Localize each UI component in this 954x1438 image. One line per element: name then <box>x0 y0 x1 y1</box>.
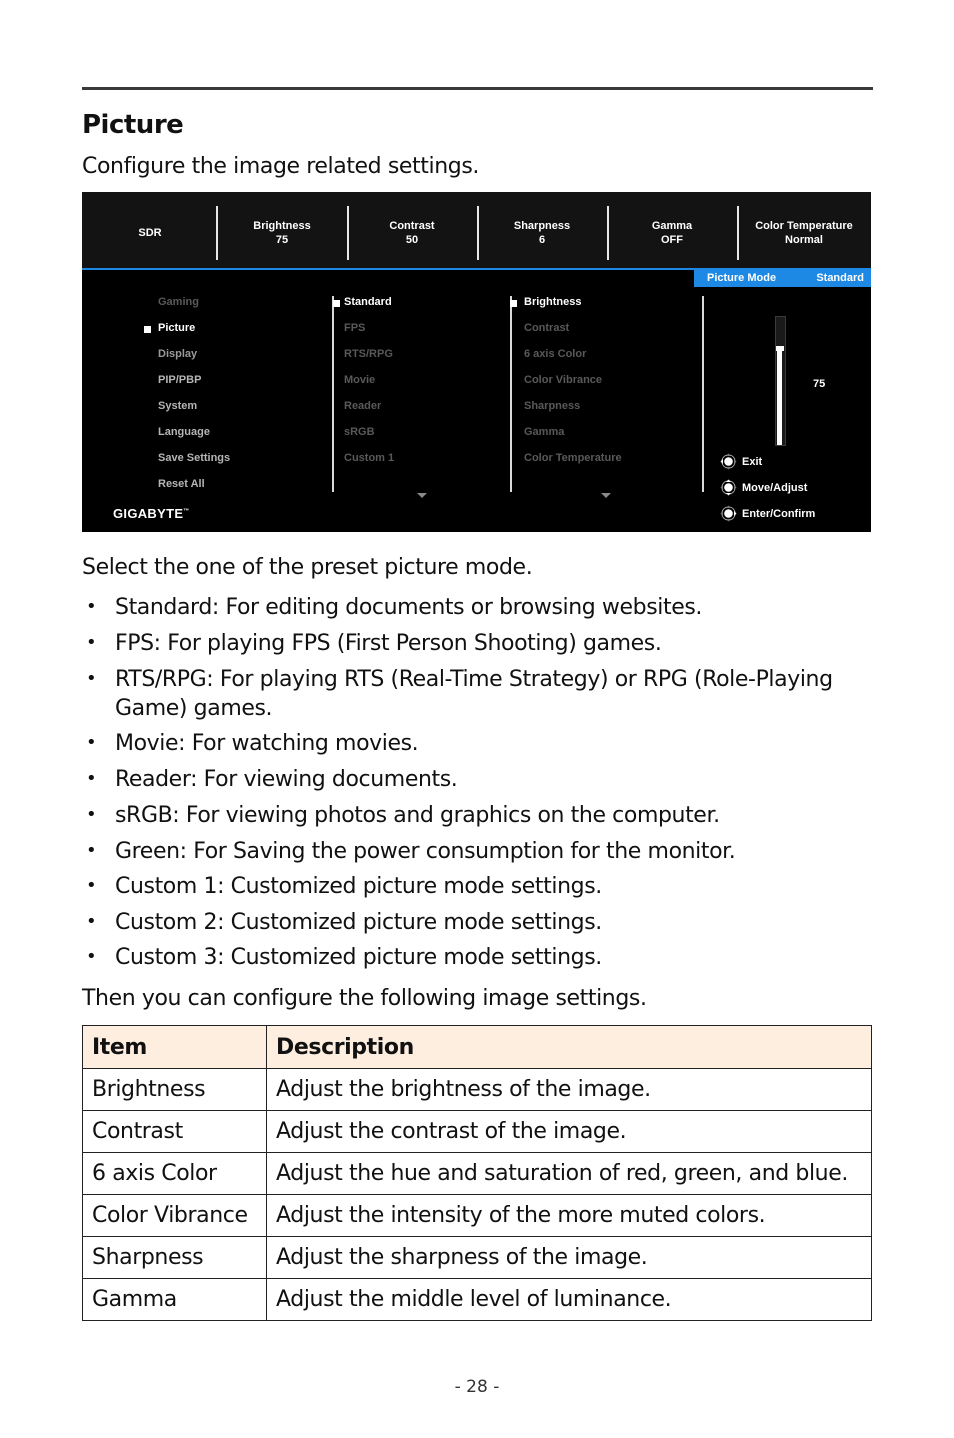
menu-item-gaming[interactable]: Gaming <box>158 296 199 308</box>
page-number: - 28 - <box>454 1377 500 1397</box>
menu-item-reset-all[interactable]: Reset All <box>158 478 205 490</box>
table-cell-description: Adjust the sharpness of the image. <box>267 1237 872 1279</box>
selected-marker <box>510 300 517 307</box>
list-item: RTS/RPG: For playing RTS (Real-Time Strategy) or RPG (Role-Playing Game) games. <box>115 667 833 721</box>
mode-item-movie[interactable]: Movie <box>344 374 376 386</box>
osd-status-color-temperature <box>744 206 864 260</box>
logo-trademark: ™ <box>183 508 190 515</box>
table-cell-description: Adjust the brightness of the image. <box>267 1069 872 1111</box>
selected-marker <box>333 300 340 307</box>
mode-item-rts-rpg[interactable]: RTS/RPG <box>344 348 393 360</box>
osd-screenshot <box>82 192 871 532</box>
section-title: Picture <box>82 110 184 140</box>
setting-item-gamma[interactable]: Gamma <box>524 426 565 438</box>
menu-item-language[interactable]: Language <box>158 426 210 438</box>
osd-status-value: 75 <box>275 234 289 246</box>
list-item: Standard: For editing documents or browsing websites. <box>115 595 703 620</box>
table-cell-description: Adjust the intensity of the more muted colors. <box>267 1195 872 1237</box>
top-rule <box>82 87 873 90</box>
list-item: sRGB: For viewing photos and graphics on the computer. <box>115 803 720 828</box>
bullet-dot: • <box>86 911 97 932</box>
osd-status-sharpness <box>492 206 592 260</box>
picture-mode-value: Standard <box>816 272 864 284</box>
osd-status-label: SDR <box>138 227 162 239</box>
table-header-row <box>83 1026 872 1069</box>
osd-status-value: 6 <box>538 234 546 246</box>
bullet-dot: • <box>86 840 97 861</box>
bullet-dot: • <box>86 946 97 967</box>
osd-status-divider <box>477 206 479 260</box>
hint-move-adjust-label: Move/Adjust <box>742 481 808 494</box>
table-row <box>83 1279 872 1321</box>
setting-item-6-axis-color[interactable]: 6 axis Color <box>524 348 587 360</box>
table-row <box>83 1153 872 1195</box>
osd-status-divider <box>607 206 609 260</box>
hint-exit-label: Exit <box>742 455 763 468</box>
joystick-press-icon <box>720 505 737 522</box>
hint-enter-confirm-label: Enter/Confirm <box>742 507 816 520</box>
bullet-dot: • <box>86 875 97 896</box>
setting-item-color-temperature[interactable]: Color Temperature <box>524 452 622 464</box>
table-row <box>83 1237 872 1279</box>
configure-settings-text: Then you can configure the following image settings. <box>82 986 647 1011</box>
osd-status-value: Normal <box>785 234 823 246</box>
gigabyte-logo <box>113 506 190 521</box>
table-row <box>83 1111 872 1153</box>
intro-text: Configure the image related settings. <box>82 154 479 179</box>
osd-status-label: Gamma <box>651 220 693 232</box>
osd-status-divider <box>737 206 739 260</box>
menu-item-picture[interactable]: Picture <box>158 322 196 334</box>
list-item: Green: For Saving the power consumption for the monitor. <box>115 839 736 864</box>
bullet-dot: • <box>86 596 97 617</box>
table-cell-item: Brightness <box>83 1069 267 1111</box>
osd-status-brightness <box>232 206 332 260</box>
joystick-updown-icon <box>720 479 737 496</box>
osd-status-value: 50 <box>405 234 419 246</box>
osd-status-label: Contrast <box>389 220 435 232</box>
setting-item-contrast[interactable]: Contrast <box>524 322 570 334</box>
table-header-item: Item <box>83 1026 267 1069</box>
table-cell-description: Adjust the middle level of luminance. <box>267 1279 872 1321</box>
bullet-dot: • <box>86 632 97 653</box>
setting-item-color-vibrance[interactable]: Color Vibrance <box>524 374 603 386</box>
osd-status-divider <box>347 206 349 260</box>
table-row <box>83 1195 872 1237</box>
bullet-dot: • <box>86 768 97 789</box>
scroll-down-icon[interactable] <box>417 493 427 498</box>
picture-mode-label: Picture Mode <box>707 272 777 284</box>
hint-move-adjust <box>720 479 807 496</box>
menu-item-display[interactable]: Display <box>158 348 198 360</box>
table-header-description: Description <box>267 1026 872 1069</box>
list-item: Custom 2: Customized picture mode settings. <box>115 910 602 935</box>
list-item: Custom 1: Customized picture mode settings. <box>115 874 602 899</box>
mode-item-custom-1[interactable]: Custom 1 <box>344 452 395 464</box>
settings-table <box>82 1025 872 1321</box>
osd-status-label: Sharpness <box>513 220 571 232</box>
osd-status-divider <box>216 206 218 260</box>
bullet-dot: • <box>86 668 97 689</box>
osd-column-divider <box>702 296 704 492</box>
hint-enter-confirm <box>720 505 815 522</box>
table-cell-item: Gamma <box>83 1279 267 1321</box>
mode-item-standard[interactable]: Standard <box>344 296 392 308</box>
table-cell-item: 6 axis Color <box>83 1153 267 1195</box>
table-row <box>83 1069 872 1111</box>
brightness-slider-handle[interactable] <box>776 346 784 351</box>
list-item: FPS: For playing FPS (First Person Shooting) games. <box>115 631 662 656</box>
mode-item-fps[interactable]: FPS <box>344 322 366 334</box>
osd-status-gamma <box>622 206 722 260</box>
list-item: Custom 3: Customized picture mode settings. <box>115 945 602 970</box>
menu-item-save-settings[interactable]: Save Settings <box>158 452 231 464</box>
list-item: Movie: For watching movies. <box>115 731 419 756</box>
select-mode-text: Select the one of the preset picture mode. <box>82 555 533 580</box>
osd-status-contrast <box>362 206 462 260</box>
mode-item-reader[interactable]: Reader <box>344 400 382 412</box>
brightness-slider-value: 75 <box>813 378 826 390</box>
picture-mode-bar <box>694 270 871 287</box>
menu-item-system[interactable]: System <box>158 400 198 412</box>
joystick-left-icon <box>720 453 737 470</box>
hint-exit <box>720 453 762 470</box>
osd-column-divider <box>510 296 512 492</box>
osd-column-divider <box>332 296 334 492</box>
selected-marker <box>144 326 151 333</box>
logo-text: GIGABYTE <box>113 506 184 521</box>
list-item: Reader: For viewing documents. <box>115 767 458 792</box>
osd-status-value: OFF <box>661 234 683 246</box>
table-cell-item: Sharpness <box>83 1237 267 1279</box>
scroll-down-icon[interactable] <box>601 493 611 498</box>
osd-status-sdr <box>100 206 200 260</box>
menu-item-pip-pbp[interactable]: PIP/PBP <box>158 374 202 386</box>
table-cell-description: Adjust the hue and saturation of red, green, and blue. <box>267 1153 872 1195</box>
mode-item-srgb[interactable]: sRGB <box>344 426 375 438</box>
table-cell-item: Color Vibrance <box>83 1195 267 1237</box>
bullet-dot: • <box>86 732 97 753</box>
setting-item-brightness[interactable]: Brightness <box>524 296 582 308</box>
setting-item-sharpness[interactable]: Sharpness <box>524 400 581 412</box>
brightness-slider-fill <box>777 349 782 445</box>
osd-status-label: Brightness <box>253 220 311 232</box>
table-cell-item: Contrast <box>83 1111 267 1153</box>
bullet-dot: • <box>86 804 97 825</box>
osd-status-label: Color Temperature <box>755 220 853 232</box>
table-cell-description: Adjust the contrast of the image. <box>267 1111 872 1153</box>
